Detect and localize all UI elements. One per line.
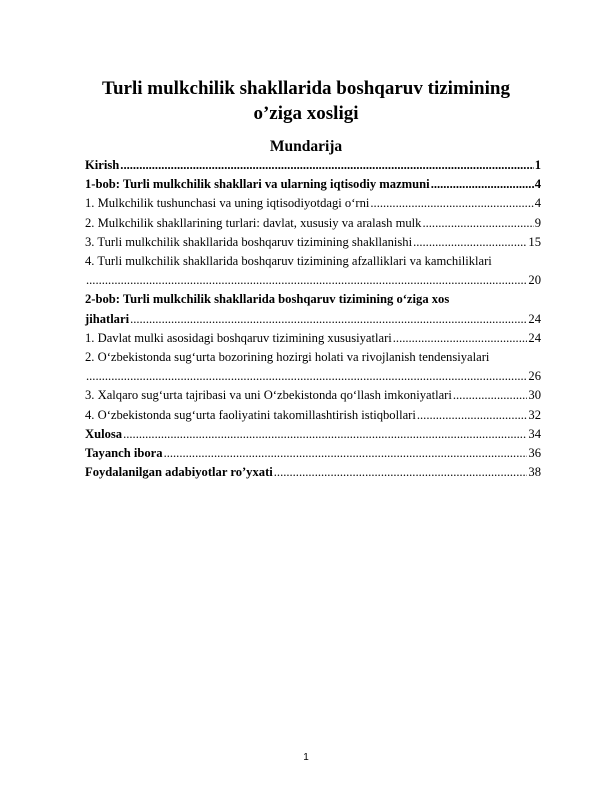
toc-entry-1-1[interactable] xyxy=(85,194,541,213)
toc-entry-text: Tayanch ibora xyxy=(85,446,163,461)
toc-entry-chapter-2[interactable] xyxy=(85,290,541,328)
leader-dots xyxy=(130,310,527,329)
leader-dots xyxy=(123,425,527,444)
toc-entry-1-4[interactable] xyxy=(85,252,541,290)
toc-entry-text: Foydalanilgan adabiyotlar ro’yxati xyxy=(85,465,273,480)
toc-entry-tayanch-ibora[interactable] xyxy=(85,444,541,463)
title-line-2: o’ziga xosligi xyxy=(253,103,359,124)
toc-entry-adabiyotlar[interactable] xyxy=(85,463,541,482)
toc-entry-page: 30 xyxy=(528,388,541,403)
leader-dots xyxy=(422,214,533,233)
toc-entry-page: 24 xyxy=(528,330,541,345)
toc-entry-text: 4. Turli mulkchilik shakllarida boshqaruv tizimining afzalliklari va kamchiliklari xyxy=(85,254,492,269)
leader-dots xyxy=(417,406,528,425)
toc-entry-page: 4 xyxy=(534,177,541,192)
toc-entry-text: 4. O‘zbekistonda sug‘urta faoliyatini takomillashtirish istiqbollari xyxy=(85,407,416,422)
toc-entry-text: Kirish xyxy=(85,158,120,172)
leader-dots xyxy=(453,386,528,405)
leader-dots xyxy=(431,175,534,194)
page-number: 1 xyxy=(303,752,309,763)
toc-entry-text: 2. Mulkchilik shakllarining turlari: davlat, xususiy va aralash mulk xyxy=(85,215,422,230)
leader-dots xyxy=(86,271,527,290)
toc-entry-page: 36 xyxy=(528,446,541,461)
toc-entry-page: 15 xyxy=(528,234,541,249)
title-line-1: Turli mulkchilik shakllarida boshqaruv tizimining xyxy=(102,78,510,99)
leader-dots xyxy=(120,156,533,175)
document-title xyxy=(60,76,552,126)
toc-entry-kirish[interactable] xyxy=(85,156,541,175)
toc-entry-text-line-2: jihatlari xyxy=(85,311,130,326)
toc-entry-text: 3. Turli mulkchilik shakllarida boshqaruv tizimining shakllanishi xyxy=(85,234,413,249)
toc-entry-2-1[interactable] xyxy=(85,329,541,348)
leader-dots xyxy=(86,367,527,386)
toc-entry-2-4[interactable] xyxy=(85,406,541,425)
toc-entry-page: 1 xyxy=(534,158,541,172)
toc-entry-page: 32 xyxy=(528,407,541,422)
leader-dots xyxy=(413,233,527,252)
toc-entry-text: 1-bob: Turli mulkchilik shakllari va ularning iqtisodiy mazmuni xyxy=(85,177,430,192)
leader-dots xyxy=(393,329,528,348)
leader-dots xyxy=(164,444,528,463)
toc-entry-page: 26 xyxy=(528,369,541,384)
toc-entry-text: 1. Davlat mulki asosidagi boshqaruv tizimining xususiyatlari xyxy=(85,330,392,345)
leader-dots xyxy=(370,194,533,213)
toc-entry-1-2[interactable] xyxy=(85,214,541,233)
toc-entry-2-3[interactable] xyxy=(85,386,541,405)
toc-entry-text: Xulosa xyxy=(85,426,123,441)
toc-entry-page: 24 xyxy=(528,311,541,326)
toc-entry-text: 3. Xalqaro sug‘urta tajribasi va uni O‘zbekistonda qo‘llash imkoniyatlari xyxy=(85,388,452,403)
toc-entry-page: 38 xyxy=(528,465,541,480)
table-of-contents xyxy=(85,156,541,482)
toc-entry-page: 20 xyxy=(528,273,541,288)
leader-dots xyxy=(274,463,528,482)
toc-entry-2-2[interactable] xyxy=(85,348,541,386)
toc-entry-page: 34 xyxy=(528,426,541,441)
toc-entry-page: 4 xyxy=(534,196,541,211)
toc-entry-text: 1. Mulkchilik tushunchasi va uning iqtisodiyotdagi o‘rni xyxy=(85,196,370,211)
toc-entry-xulosa[interactable] xyxy=(85,425,541,444)
toc-heading: Mundarija xyxy=(269,138,343,155)
toc-entry-1-3[interactable] xyxy=(85,233,541,252)
toc-entry-text-line-1: 2-bob: Turli mulkchilik shakllarida boshqaruv tizimining o‘ziga xos xyxy=(85,292,450,307)
toc-entry-page: 9 xyxy=(534,215,541,230)
toc-entry-text: 2. O‘zbekistonda sug‘urta bozorining hozirgi holati va rivojlanish tendensiyalari xyxy=(85,350,490,365)
toc-entry-chapter-1[interactable] xyxy=(85,175,541,194)
